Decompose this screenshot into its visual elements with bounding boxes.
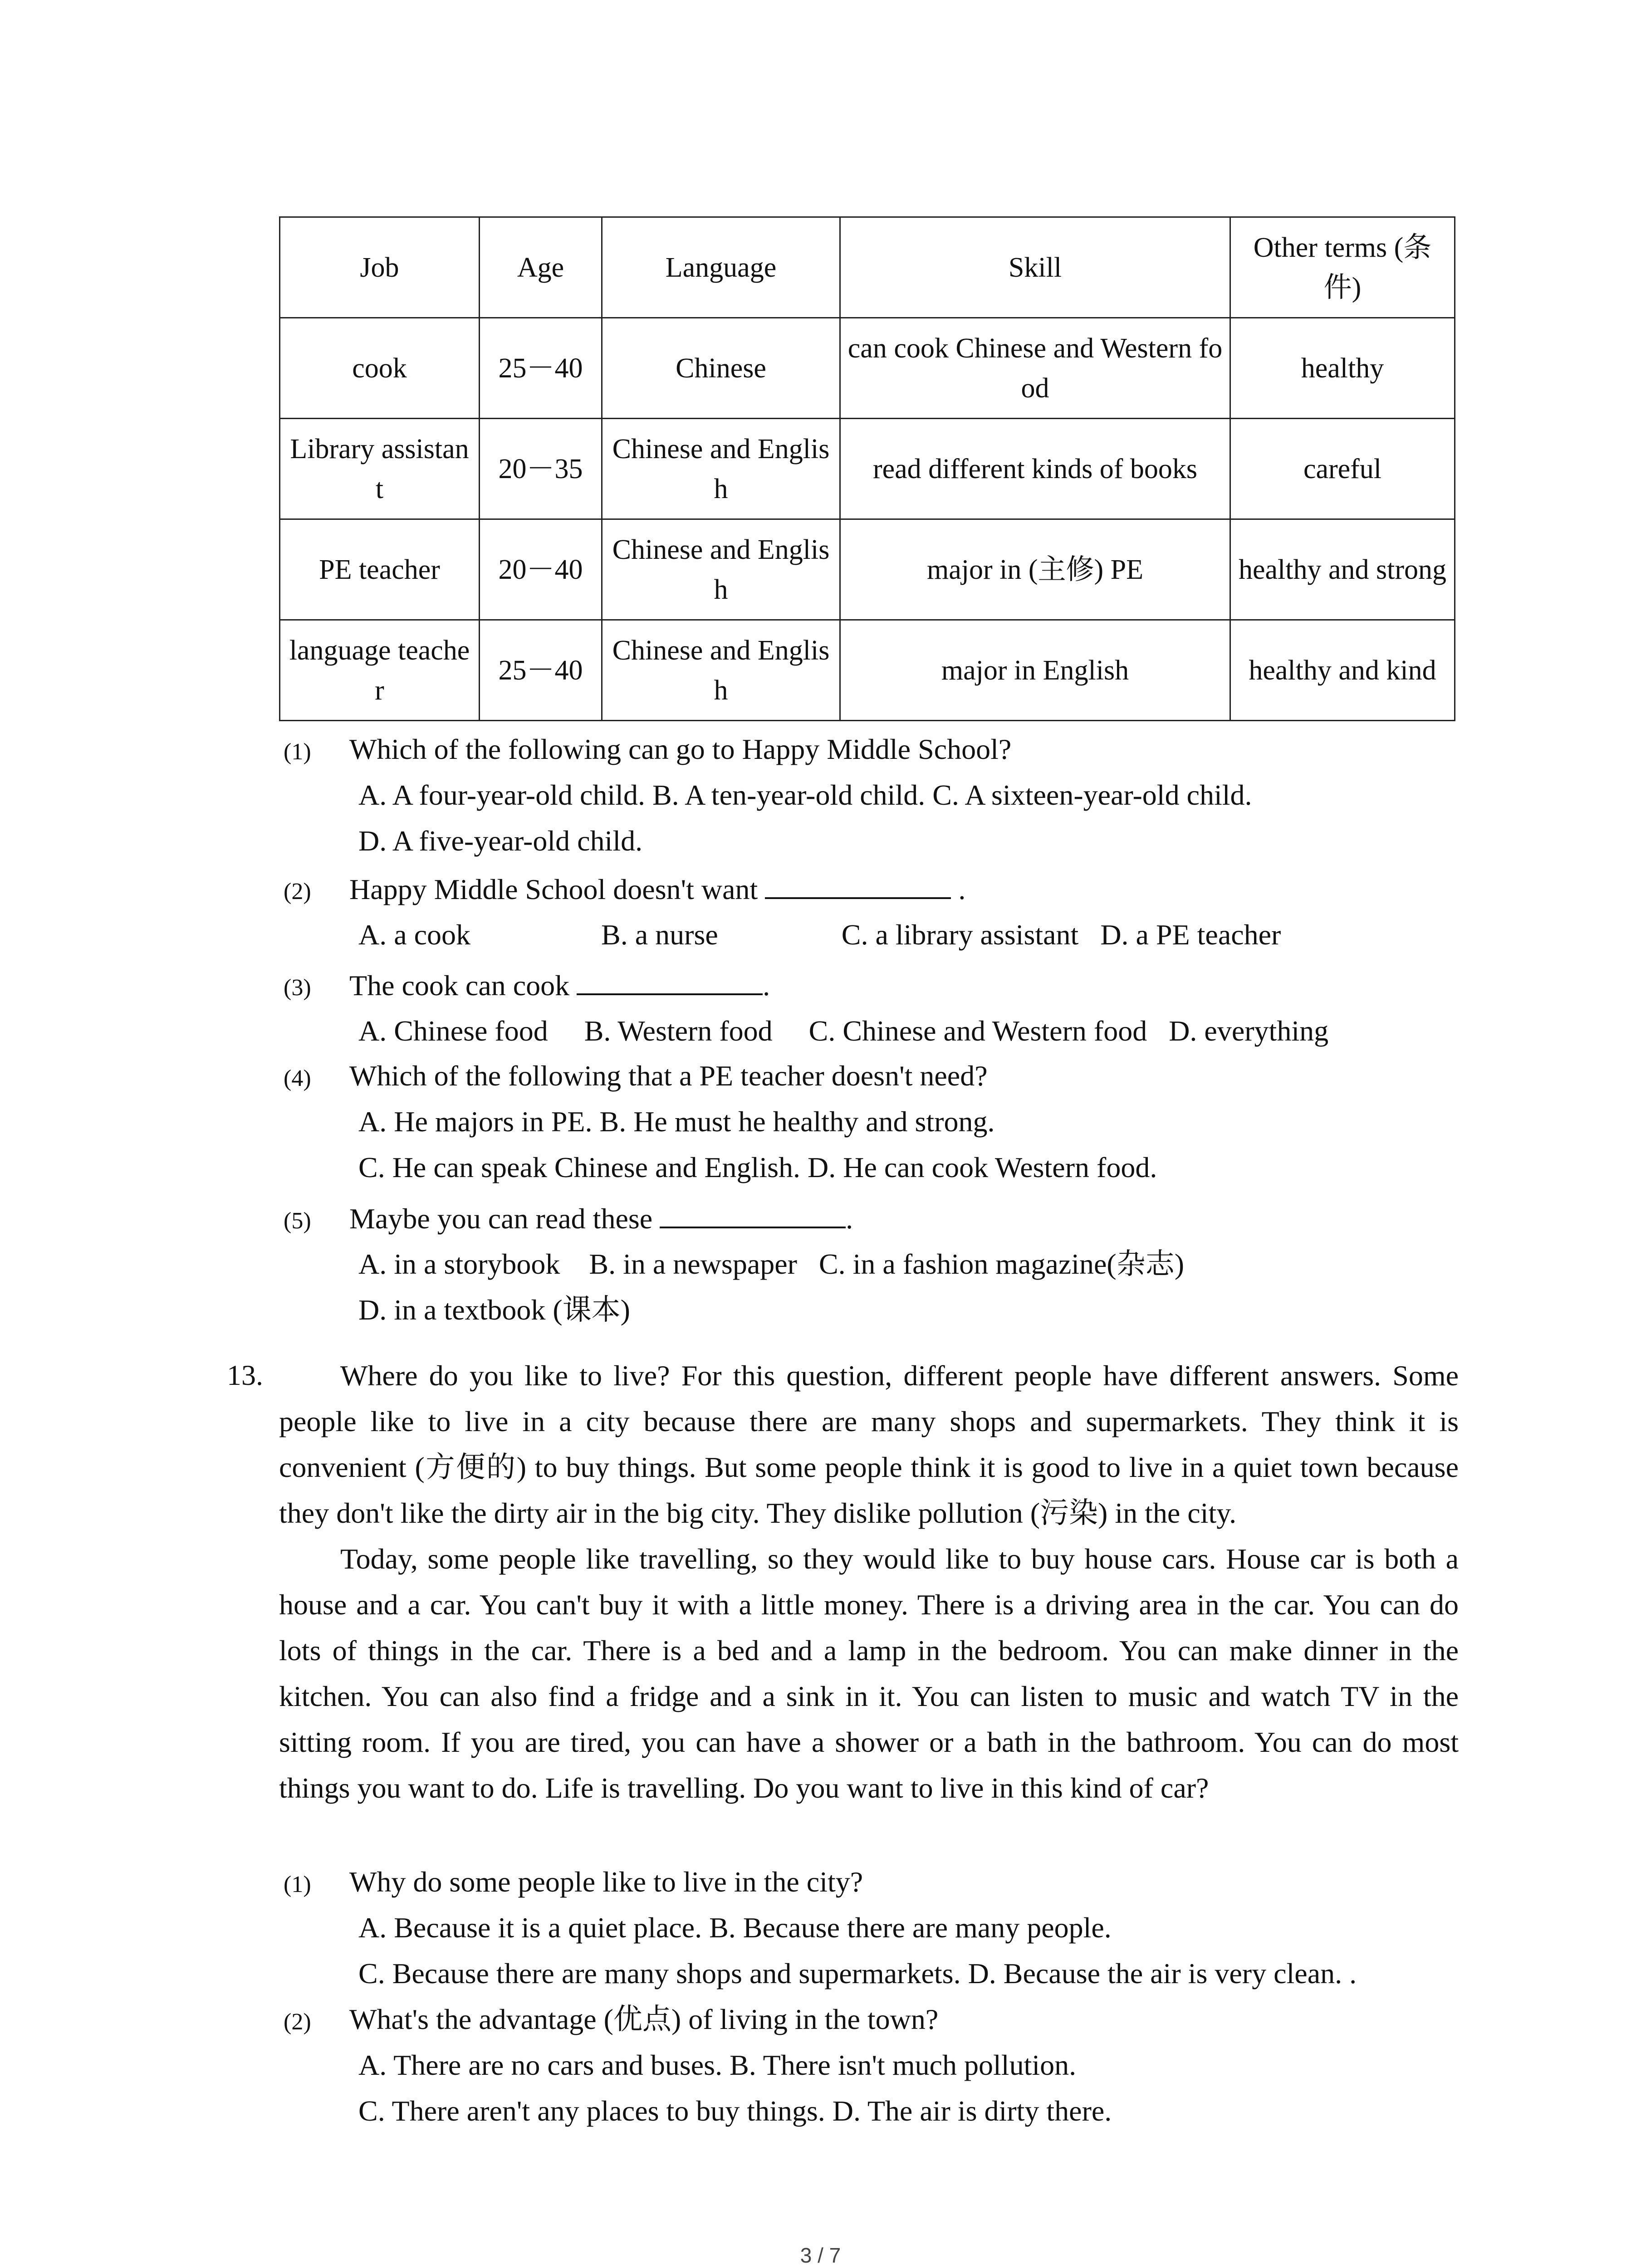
question-options: C. Because there are many shops and supermarkets. D. Because the air is very clean. . (358, 1957, 1357, 1989)
question-number: (2) (284, 2009, 311, 2035)
question-options: A. A four-year-old child. B. A ten-year-old child. C. A sixteen-year-old child. (358, 779, 1252, 811)
question-number: (5) (284, 1208, 311, 1234)
question-text: Why do some people like to live in the city? (349, 1866, 863, 1898)
table-header-cell: Language (602, 217, 840, 318)
passage-paragraph-2: Today, some people like travelling, so they would like to buy house cars. House car is both a house and a car. You can't buy it with a little money. There is a driving area in the car. You can do lots of things in the car. There is a bed and a lamp in the bedroom. You can make dinner in the kitchen. You can also find a fridge and a sink in it. You can listen to music and watch TV in the sitting room. If you are tired, you can have a shower or a bath in the bathroom. You can do most things you want to do. Life is travelling. Do you want to live in this kind of car? (279, 1543, 1459, 1804)
question-text-before: The cook can cook (349, 969, 570, 1002)
table-cell: Chinese and English (602, 620, 840, 721)
table-cell: language teacher (280, 620, 480, 721)
table-row (280, 419, 1455, 519)
question-options: A. He majors in PE. B. He must he healthy and strong. (358, 1105, 995, 1138)
table-cell: healthy and strong (1230, 519, 1455, 620)
question-options: D. A five-year-old child. (358, 825, 643, 857)
table-cell: 20－40 (480, 519, 602, 620)
question-text: Which of the following can go to Happy Middle School? (349, 733, 1012, 765)
table-row (280, 318, 1455, 419)
table-header-cell: Other terms (条件) (1230, 217, 1455, 318)
table-cell: 20－35 (480, 419, 602, 519)
table-cell: Chinese and English (602, 419, 840, 519)
table-cell: can cook Chinese and Western food (840, 318, 1230, 419)
question-options: D. in a textbook (课本) (358, 1294, 630, 1326)
question-13-number: 13. (227, 1359, 263, 1391)
job-table (279, 216, 1455, 721)
page-number: 3 / 7 (800, 2244, 841, 2267)
question-text-after: . (763, 969, 770, 1002)
question-options: A. in a storybook B. in a newspaper C. in a fashion magazine(杂志) (358, 1248, 1185, 1280)
answer-blank (660, 1200, 846, 1228)
table-header-cell: Age (480, 217, 602, 318)
table-cell: 25－40 (480, 620, 602, 721)
table-header-cell: Job (280, 217, 480, 318)
table-cell: Chinese (602, 318, 840, 419)
question-options: A. a cook B. a nurse C. a library assistant D. a PE teacher (358, 919, 1281, 951)
answer-blank (765, 871, 951, 899)
question-options: C. There aren't any places to buy things. D. The air is dirty there. (358, 2095, 1112, 2127)
question-text-before: Happy Middle School doesn't want (349, 873, 758, 905)
question-options: A. Chinese food B. Western food C. Chinese and Western food D. everything (358, 1015, 1329, 1047)
question-text: Which of the following that a PE teacher doesn't need? (349, 1060, 988, 1092)
question-text-after: . (951, 873, 966, 905)
table-row (280, 519, 1455, 620)
table-cell: major in English (840, 620, 1230, 721)
table-cell: 25－40 (480, 318, 602, 419)
passage-paragraph-1: Where do you like to live? For this question, different people have different answers. Some people like to live in a city because there are many shops and supermarkets. They think it is convenient (方便的) to buy things. But some people think it is good to live in a quiet town because they don't like the dirty air in the big city. They dislike pollution (污染) in the city. (279, 1359, 1459, 1529)
table-header-row (280, 217, 1455, 318)
question-text: What's the advantage (优点) of living in the town? (349, 2003, 939, 2035)
question-number: (1) (284, 1872, 311, 1897)
table-cell: Library assistant (280, 419, 480, 519)
question-text (349, 967, 770, 1004)
table-cell: Chinese and English (602, 519, 840, 620)
question-options: C. He can speak Chinese and English. D. He can cook Western food. (358, 1151, 1157, 1183)
table-cell: healthy (1230, 318, 1455, 419)
table-cell: major in (主修) PE (840, 519, 1230, 620)
question-number: (3) (284, 975, 311, 1001)
question-number: (2) (284, 879, 311, 904)
question-number: (1) (284, 739, 311, 765)
table-cell: healthy and kind (1230, 620, 1455, 721)
table-header-cell: Skill (840, 217, 1230, 318)
question-text (349, 871, 965, 908)
reading-passage (279, 1353, 1459, 1811)
table-cell: careful (1230, 419, 1455, 519)
question-text (349, 1200, 853, 1237)
question-text-after: . (846, 1202, 853, 1235)
question-options: A. There are no cars and buses. B. There isn't much pollution. (358, 2049, 1077, 2081)
answer-blank (577, 967, 763, 995)
table-cell: read different kinds of books (840, 419, 1230, 519)
question-text-before: Maybe you can read these (349, 1202, 653, 1235)
question-number: (4) (284, 1066, 311, 1091)
table-cell: PE teacher (280, 519, 480, 620)
question-options: A. Because it is a quiet place. B. Because there are many people. (358, 1911, 1112, 1944)
table-cell: cook (280, 318, 480, 419)
table-row (280, 620, 1455, 721)
